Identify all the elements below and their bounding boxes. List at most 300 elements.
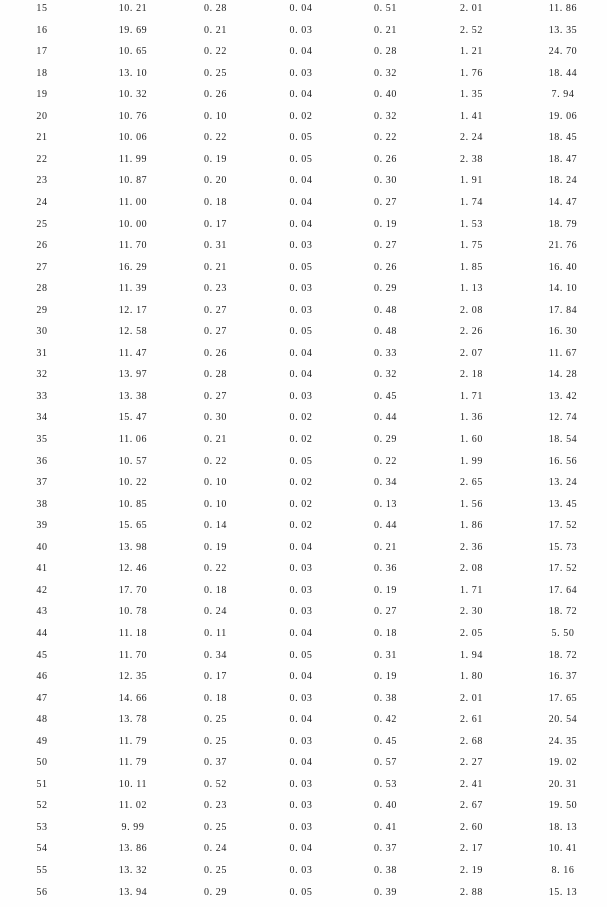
table-cell: 21. 76: [548, 240, 578, 252]
table-cell: 1. 94: [460, 649, 483, 661]
table-cell: 16. 29: [118, 261, 148, 273]
table-cell: 16. 37: [548, 671, 578, 683]
table-cell: 0. 04: [289, 196, 313, 208]
table-cell: 13. 86: [118, 843, 148, 855]
table-cell: 0. 37: [374, 843, 397, 855]
row-index-cell: 22: [36, 153, 48, 165]
table-cell: 11. 47: [118, 347, 148, 359]
table-cell: 11. 86: [548, 3, 578, 14]
table-row: [0, 282, 607, 304]
table-cell: 15. 47: [118, 412, 148, 424]
row-index-cell: 49: [36, 735, 48, 747]
table-cell: 0. 18: [204, 584, 227, 596]
table-cell: 0. 27: [374, 240, 397, 252]
table-cell: 0. 21: [374, 541, 397, 553]
table-row: [0, 735, 607, 757]
table-cell: 2. 26: [460, 326, 483, 338]
table-cell: 0. 03: [289, 563, 313, 575]
table-cell: 1. 41: [460, 110, 483, 122]
table-cell: 1. 13: [460, 283, 483, 295]
table-cell: 0. 05: [289, 261, 313, 273]
table-cell: 1. 60: [460, 434, 483, 445]
table-cell: 0. 52: [204, 778, 227, 790]
table-cell: 0. 05: [289, 132, 313, 144]
table-cell: 0. 05: [289, 326, 313, 338]
table-cell: 0. 30: [204, 412, 227, 424]
row-index-cell: 24: [36, 196, 48, 208]
table-cell: 0. 45: [374, 390, 397, 402]
table-cell: 1. 71: [460, 390, 483, 402]
table-cell: 0. 02: [289, 110, 313, 122]
table-cell: 24. 35: [548, 735, 578, 747]
table-row: [0, 455, 607, 477]
table-cell: 0. 04: [289, 757, 313, 769]
table-cell: 19. 02: [548, 757, 578, 769]
table-cell: 10. 00: [118, 218, 148, 230]
table-cell: 0. 02: [289, 434, 313, 445]
table-cell: 0. 41: [374, 821, 397, 833]
table-row: [0, 368, 607, 390]
row-index-cell: 20: [36, 110, 48, 122]
row-index-cell: 23: [36, 175, 48, 187]
table-cell: 0. 03: [289, 24, 313, 36]
table-cell: 0. 31: [374, 649, 397, 661]
table-cell: 10. 76: [118, 110, 148, 122]
table-cell: 20. 31: [548, 778, 578, 790]
table-cell: 14. 66: [118, 692, 148, 704]
row-index-cell: 35: [36, 434, 48, 445]
table-cell: 0. 27: [204, 326, 227, 338]
table-cell: 11. 39: [118, 283, 148, 295]
table-cell: 10. 78: [118, 606, 148, 618]
table-cell: 0. 18: [204, 692, 227, 704]
table-cell: 11. 79: [118, 735, 148, 747]
table-row: [0, 584, 607, 606]
table-row: [0, 67, 607, 89]
table-cell: 0. 05: [289, 153, 313, 165]
table-cell: 1. 53: [460, 218, 483, 230]
table-cell: 13. 10: [118, 67, 148, 79]
table-cell: 10. 11: [118, 778, 148, 790]
table-cell: 13. 98: [118, 541, 148, 553]
table-cell: 13. 45: [548, 498, 578, 510]
table-cell: 0. 32: [374, 110, 397, 122]
table-cell: 0. 32: [374, 369, 397, 381]
table-row: [0, 756, 607, 778]
table-cell: 0. 04: [289, 89, 313, 101]
table-cell: 13. 97: [118, 369, 148, 381]
row-index-cell: 25: [36, 218, 48, 230]
table-cell: 0. 04: [289, 347, 313, 359]
table-cell: 0. 22: [204, 455, 227, 467]
row-index-cell: 34: [36, 412, 48, 424]
table-row: [0, 153, 607, 175]
table-cell: 0. 28: [204, 3, 227, 14]
table-cell: 13. 94: [118, 886, 148, 898]
table-row: [0, 692, 607, 714]
table-row: [0, 842, 607, 864]
table-cell: 0. 44: [374, 520, 397, 532]
table-cell: 15. 65: [118, 520, 148, 532]
table-cell: 14. 28: [548, 369, 578, 381]
table-cell: 18. 72: [548, 606, 578, 618]
table-cell: 0. 04: [289, 843, 313, 855]
table-cell: 17. 52: [548, 520, 578, 532]
table-cell: 0. 11: [204, 627, 227, 639]
table-cell: 0. 04: [289, 218, 313, 230]
table-cell: 0. 05: [289, 649, 313, 661]
row-index-cell: 51: [36, 778, 48, 790]
table-cell: 0. 25: [204, 67, 227, 79]
table-cell: 0. 19: [204, 153, 227, 165]
table-cell: 11. 00: [118, 196, 148, 208]
table-cell: 0. 03: [289, 67, 313, 79]
row-index-cell: 38: [36, 498, 48, 510]
table-cell: 0. 04: [289, 714, 313, 726]
table-cell: 2. 19: [460, 865, 483, 876]
table-cell: 1. 80: [460, 671, 483, 683]
table-cell: 0. 19: [374, 671, 397, 683]
table-cell: 0. 22: [374, 455, 397, 467]
table-cell: 0. 36: [374, 563, 397, 575]
table-cell: 0. 19: [204, 541, 227, 553]
table-cell: 0. 25: [204, 821, 227, 833]
table-cell: 17. 52: [548, 563, 578, 575]
table-cell: 11. 18: [118, 627, 148, 639]
table-cell: 12. 17: [118, 304, 148, 316]
row-index-cell: 44: [36, 627, 48, 639]
table-row: [0, 347, 607, 369]
table-cell: 0. 27: [374, 606, 397, 618]
table-cell: 2. 41: [460, 778, 483, 790]
table-row: [0, 304, 607, 326]
table-cell: 2. 61: [460, 714, 483, 726]
table-row: [0, 476, 607, 498]
row-index-cell: 33: [36, 390, 48, 402]
table-cell: 18. 54: [548, 434, 578, 445]
table-cell: 10. 21: [118, 3, 148, 14]
table-row: [0, 196, 607, 218]
table-cell: 0. 22: [204, 46, 227, 58]
row-index-cell: 47: [36, 692, 48, 704]
table-cell: 10. 65: [118, 46, 148, 58]
row-index-cell: 43: [36, 606, 48, 618]
table-row: [0, 325, 607, 347]
table-cell: 18. 45: [548, 132, 578, 144]
table-row: [0, 562, 607, 584]
table-cell: 12. 58: [118, 326, 148, 338]
table-cell: 12. 46: [118, 563, 148, 575]
table-cell: 0. 03: [289, 800, 313, 812]
table-row: [0, 821, 607, 843]
table-row: [0, 88, 607, 110]
table-row: [0, 239, 607, 261]
row-index-cell: 53: [36, 821, 48, 833]
table-row: [0, 670, 607, 692]
table-cell: 2. 08: [460, 304, 483, 316]
table-row: [0, 649, 607, 671]
table-cell: 1. 74: [460, 196, 483, 208]
row-index-cell: 19: [36, 89, 48, 101]
table-cell: 0. 04: [289, 175, 313, 187]
table-cell: 18. 47: [548, 153, 578, 165]
table-cell: 0. 04: [289, 369, 313, 381]
table-cell: 2. 68: [460, 735, 483, 747]
table-row: [0, 390, 607, 412]
table-cell: 0. 27: [204, 390, 227, 402]
table-cell: 5. 50: [551, 627, 575, 639]
row-index-cell: 50: [36, 757, 48, 769]
table-cell: 15. 13: [548, 886, 578, 898]
table-cell: 17. 70: [118, 584, 148, 596]
table-cell: 2. 18: [460, 369, 483, 381]
table-cell: 8. 16: [551, 865, 575, 876]
table-cell: 0. 10: [204, 110, 227, 122]
table-cell: 0. 21: [204, 434, 227, 445]
table-cell: 19. 69: [118, 24, 148, 36]
table-cell: 0. 02: [289, 477, 313, 489]
table-row: [0, 498, 607, 520]
table-cell: 10. 32: [118, 89, 148, 101]
table-cell: 0. 03: [289, 606, 313, 618]
table-cell: 0. 34: [374, 477, 397, 489]
table-cell: 0. 04: [289, 627, 313, 639]
table-cell: 17. 84: [548, 304, 578, 316]
table-cell: 10. 41: [548, 843, 578, 855]
table-cell: 0. 30: [374, 175, 397, 187]
table-cell: 11. 70: [118, 240, 148, 252]
row-index-cell: 54: [36, 843, 48, 855]
table-cell: 11. 06: [118, 434, 148, 445]
table-cell: 13. 42: [548, 390, 578, 402]
table-cell: 18. 79: [548, 218, 578, 230]
table-row: [0, 24, 607, 46]
table-cell: 0. 21: [374, 24, 397, 36]
table-cell: 10. 22: [118, 477, 148, 489]
table-row: [0, 2, 607, 24]
table-cell: 0. 37: [204, 757, 227, 769]
table-cell: 0. 03: [289, 735, 313, 747]
row-index-cell: 15: [36, 3, 48, 14]
table-cell: 0. 53: [374, 778, 397, 790]
table-cell: 0. 51: [374, 3, 397, 14]
table-cell: 1. 91: [460, 175, 483, 187]
table-row: [0, 864, 607, 886]
table-cell: 11. 02: [118, 800, 148, 812]
row-index-cell: 39: [36, 520, 48, 532]
table-cell: 1. 75: [460, 240, 483, 252]
table-cell: 24. 70: [548, 46, 578, 58]
table-cell: 0. 22: [204, 563, 227, 575]
table-cell: 19. 50: [548, 800, 578, 812]
table-cell: 0. 24: [204, 606, 227, 618]
table-cell: 20. 54: [548, 714, 578, 726]
table-cell: 18. 13: [548, 821, 578, 833]
table-cell: 2. 67: [460, 800, 483, 812]
table-cell: 2. 27: [460, 757, 483, 769]
table-cell: 0. 33: [374, 347, 397, 359]
table-cell: 0. 04: [289, 3, 313, 14]
table-row: [0, 174, 607, 196]
table-cell: 0. 26: [374, 153, 397, 165]
table-cell: 11. 67: [548, 347, 578, 359]
table-row: [0, 131, 607, 153]
table-cell: 0. 19: [374, 584, 397, 596]
table-cell: 1. 76: [460, 67, 483, 79]
table-cell: 0. 21: [204, 24, 227, 36]
table-cell: 0. 48: [374, 304, 397, 316]
table-cell: 0. 48: [374, 326, 397, 338]
table-cell: 9. 99: [121, 821, 145, 833]
table-cell: 0. 03: [289, 692, 313, 704]
table-row: [0, 110, 607, 132]
table-row: [0, 627, 607, 649]
table-row: [0, 605, 607, 627]
table-cell: 0. 39: [374, 886, 397, 898]
table-cell: 0. 18: [374, 627, 397, 639]
table-cell: 0. 13: [374, 498, 397, 510]
table-cell: 13. 35: [548, 24, 578, 36]
table-cell: 0. 17: [204, 671, 227, 683]
table-cell: 12. 35: [118, 671, 148, 683]
table-cell: 13. 38: [118, 390, 148, 402]
table-cell: 2. 08: [460, 563, 483, 575]
table-row: [0, 519, 607, 541]
row-index-cell: 31: [36, 347, 48, 359]
table-cell: 0. 03: [289, 865, 313, 876]
table-cell: 0. 40: [374, 89, 397, 101]
table-cell: 0. 25: [204, 865, 227, 876]
table-cell: 0. 27: [374, 196, 397, 208]
table-cell: 0. 18: [204, 196, 227, 208]
table-row: [0, 886, 607, 907]
table-cell: 0. 40: [374, 800, 397, 812]
table-cell: 10. 87: [118, 175, 148, 187]
table-cell: 17. 64: [548, 584, 578, 596]
table-cell: 18. 44: [548, 67, 578, 79]
table-cell: 11. 99: [118, 153, 148, 165]
table-cell: 2. 30: [460, 606, 483, 618]
row-index-cell: 45: [36, 649, 48, 661]
table-cell: 2. 52: [460, 24, 483, 36]
table-cell: 2. 88: [460, 886, 483, 898]
row-index-cell: 29: [36, 304, 48, 316]
row-index-cell: 48: [36, 714, 48, 726]
table-cell: 13. 24: [548, 477, 578, 489]
table-cell: 0. 34: [204, 649, 227, 661]
table-cell: 0. 38: [374, 865, 397, 876]
table-cell: 13. 32: [118, 865, 148, 876]
table-cell: 2. 01: [460, 3, 483, 14]
table-cell: 0. 03: [289, 240, 313, 252]
table-cell: 0. 14: [204, 520, 227, 532]
row-index-cell: 32: [36, 369, 48, 381]
table-cell: 0. 25: [204, 735, 227, 747]
table-cell: 0. 17: [204, 218, 227, 230]
table-row: [0, 45, 607, 67]
table-cell: 2. 38: [460, 153, 483, 165]
table-row: [0, 541, 607, 563]
table-cell: 0. 29: [204, 886, 227, 898]
table-cell: 0. 04: [289, 541, 313, 553]
table-cell: 2. 17: [460, 843, 483, 855]
table-cell: 2. 36: [460, 541, 483, 553]
table-cell: 0. 02: [289, 520, 313, 532]
table-cell: 14. 47: [548, 196, 578, 208]
row-index-cell: 52: [36, 800, 48, 812]
table-cell: 19. 06: [548, 110, 578, 122]
table-row: [0, 433, 607, 455]
row-index-cell: 37: [36, 477, 48, 489]
row-index-cell: 36: [36, 455, 48, 467]
table-cell: 2. 60: [460, 821, 483, 833]
table-cell: 18. 24: [548, 175, 578, 187]
table-cell: 16. 56: [548, 455, 578, 467]
table-cell: 0. 22: [204, 132, 227, 144]
row-index-cell: 40: [36, 541, 48, 553]
table-cell: 0. 23: [204, 283, 227, 295]
table-cell: 0. 10: [204, 477, 227, 489]
table-cell: 0. 03: [289, 584, 313, 596]
table-cell: 1. 21: [460, 46, 483, 58]
table-cell: 7. 94: [551, 89, 575, 101]
table-cell: 0. 04: [289, 671, 313, 683]
table-cell: 0. 10: [204, 498, 227, 510]
table-cell: 0. 26: [374, 261, 397, 273]
table-cell: 0. 57: [374, 757, 397, 769]
table-cell: 2. 05: [460, 627, 483, 639]
table-row: [0, 778, 607, 800]
table-cell: 0. 23: [204, 800, 227, 812]
table-cell: 0. 32: [374, 67, 397, 79]
table-row: [0, 261, 607, 283]
table-cell: 10. 06: [118, 132, 148, 144]
table-cell: 0. 04: [289, 46, 313, 58]
table-cell: 0. 19: [374, 218, 397, 230]
table-cell: 0. 28: [374, 46, 397, 58]
table-cell: 0. 26: [204, 89, 227, 101]
table-cell: 1. 86: [460, 520, 483, 532]
table-cell: 0. 03: [289, 283, 313, 295]
table-cell: 17. 65: [548, 692, 578, 704]
table-row: [0, 799, 607, 821]
row-index-cell: 17: [36, 46, 48, 58]
row-index-cell: 56: [36, 886, 48, 898]
table-cell: 0. 03: [289, 390, 313, 402]
table-cell: 10. 85: [118, 498, 148, 510]
row-index-cell: 26: [36, 240, 48, 252]
table-cell: 0. 05: [289, 455, 313, 467]
table-cell: 0. 03: [289, 778, 313, 790]
table-cell: 0. 03: [289, 304, 313, 316]
table-cell: 18. 72: [548, 649, 578, 661]
table-cell: 12. 74: [548, 412, 578, 424]
table-cell: 0. 29: [374, 283, 397, 295]
table-row: [0, 218, 607, 240]
table-cell: 0. 03: [289, 821, 313, 833]
table-cell: 0. 25: [204, 714, 227, 726]
table-cell: 2. 07: [460, 347, 483, 359]
table-cell: 0. 20: [204, 175, 227, 187]
table-cell: 2. 24: [460, 132, 483, 144]
table-cell: 0. 22: [374, 132, 397, 144]
table-cell: 0. 27: [204, 304, 227, 316]
table-row: [0, 713, 607, 735]
row-index-cell: 16: [36, 24, 48, 36]
table-cell: 0. 26: [204, 347, 227, 359]
row-index-cell: 30: [36, 326, 48, 338]
row-index-cell: 41: [36, 563, 48, 575]
